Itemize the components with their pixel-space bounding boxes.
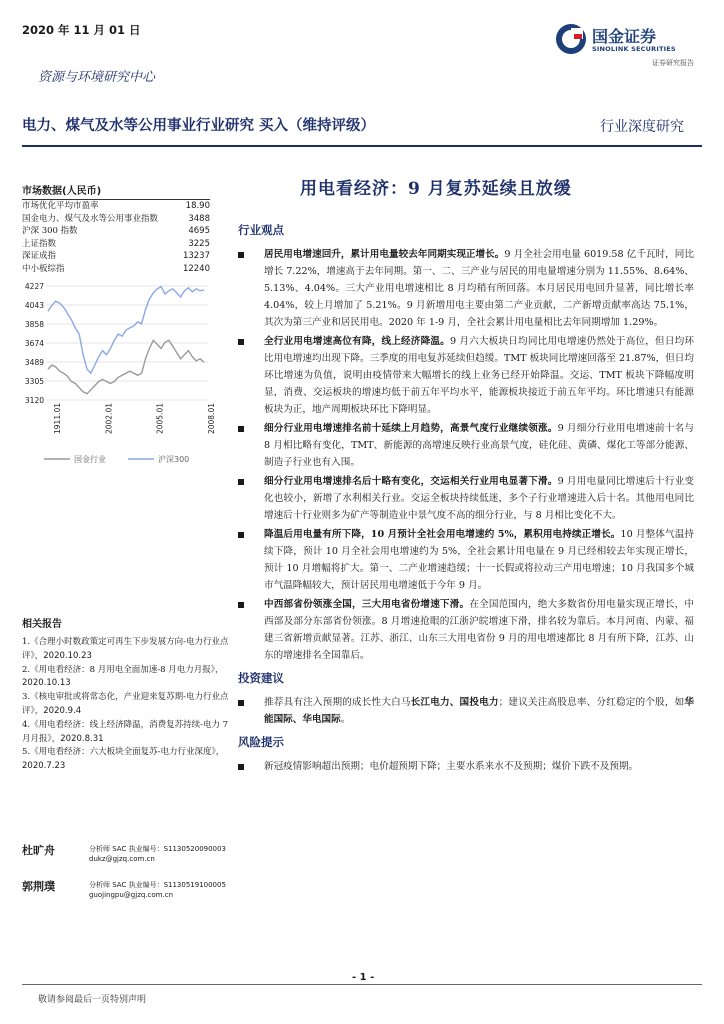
related-report-item[interactable]: 4.《用电看经济：线上经济降温，消费复苏持续-电力 7 月月报》，2020.8.31 (22, 719, 229, 744)
report-headline: 电力、煤气及水等公用事业行业研究 买入（维持评级） (22, 118, 376, 134)
report-date: 2020 年 11 月 01 日 (22, 23, 141, 37)
header-divider (22, 145, 702, 147)
related-report-item[interactable]: 2.《用电看经济：8 月用电全面加速-8 月电力月报》，2020.10.13 (22, 664, 224, 689)
analysts (22, 842, 242, 914)
analyst-email[interactable]: guojingpu@gjzq.com.cn (89, 891, 174, 899)
bullet-square-icon (238, 700, 244, 706)
x-tick-label: 2005.01 (155, 402, 165, 434)
logo-icon (554, 22, 588, 56)
section-title-viewpoint: 行业观点 (238, 223, 284, 237)
viewpoint-bullet: 居民用电增速回升，累计用电量较去年同期实现正增长。9 月全社会用电量 6019.58 亿千瓦时，同比增长 7.22%，增速高于去年同期。第一、二、三产业与居民的用电量增速分别为 11.55%、8.64%、5.13%、4.04%。三大产业用电增速相比 8 月均稍有所回落。本月居民用电回升显著，同比增长率 4.04%，较上月增加了 5.21%。9 月新增用电主要由第二产业贡献，二产新增贡献率高达 75.1%，其次为第三产业和居民用电。2020 年 1-9 月，全社会累计用电量相比去年同期增加 1.29%。 (238, 246, 694, 331)
market-row: 市场优化平均市盈率 18.90 (22, 201, 210, 211)
y-tick-label: 3858 (24, 319, 44, 329)
y-tick-label: 3489 (24, 357, 44, 367)
analyst-license: 分析师 SAC 执业编号：S1130519100005 (89, 881, 226, 889)
viewpoint-bullet: 细分行业用电增速排名后十略有变化，交运相关行业用电显著下滑。9 月用电量同比增速后十行业变化也较小，新增了水利相关行业。交运全板块持续低迷，多个子行业增速进入后十名。其他用电同比增速后十行业则多为矿产等制造业中景气度不高的细分行业，与 8 月相比变化不大。 (238, 473, 694, 524)
analyst-license: 分析师 SAC 执业编号：S1130520090003 (89, 845, 226, 853)
logo-subtitle: 证券研究报告 (652, 59, 694, 67)
related-report-item[interactable]: 1.《合理小时数政策定可再生下步发展方向-电力行业点评》，2020.10.23 (22, 637, 229, 661)
footer-divider (22, 984, 702, 985)
viewpoint-bullet: 降温后用电量有所下降，10 月预计全社会用电增速约 5%，累积用电持续正增长。10 月整体气温持续下降，预计 10 月全社会用电增速约为 5%，全社会累计用电量在 9 月已经相较去年实现正增长，预计 10 月增幅将扩大。第一、二产业增速趋缓；十一长假或将拉动三产用电增速；10 月我国多个城市气温降幅较大，预计居民用电增速低于今年 9 月。 (238, 526, 694, 594)
viewpoint-bullet: 全行业用电增速高位有降，线上经济降温。9 月六大板块日均同比用电增速仍然处于高位，但日均环比用电增速均出现下降。三季度的用电复苏延续但趋缓。TMT 板块同比增速回落至 21.87%，但日均环比增速为负值，说明由疫情带来大幅增长的线上业务已经开始降温。交运、TMT 板块下降幅度明显，消费、交运板块的增速均低于前五年平均水平，能源板块接近于前五年平均。环比增速只有能源板块为正，地产周期板块环比下降明显。 (238, 333, 694, 418)
section-title-risk: 风险提示 (238, 735, 284, 749)
section-title-investment: 投资建议 (238, 671, 284, 685)
x-tick-label: 1911.01 (53, 402, 62, 434)
y-tick-label: 3305 (24, 376, 44, 386)
report-title: 用电看经济：9 月复苏延续且放缓 (300, 179, 572, 199)
logo-text-en: SINOLINK SECURITIES (592, 45, 676, 53)
x-tick-label: 2002.01 (104, 402, 114, 434)
viewpoint-bullet: 细分行业用电增速排名前十延续上月趋势，高景气度行业继续领涨。9 月细分行业用电增速前十名与 8 月相比略有变化，TMT、新能源的高增速反映行业高景气度，硅化硅、黄磷、煤化工等部分能源、制造子行业也有入围。 (238, 420, 694, 471)
bullet-square-icon (238, 339, 244, 345)
series-line (48, 286, 204, 373)
y-tick-label: 3674 (24, 338, 44, 348)
series-line (48, 340, 204, 394)
research-center: 资源与环境研究中心 (38, 70, 156, 85)
related-report-item[interactable]: 3.《核电审批或将常态化，产业迎来复苏期-电力行业点评》，2020.9.4 (22, 692, 229, 716)
page-number: - 1 - (352, 972, 375, 983)
related-reports (22, 615, 232, 774)
x-tick-label: 2008.01 (207, 402, 217, 434)
analyst-name: 杜旷舟 (22, 844, 55, 857)
legend-label: 国金行业 (74, 454, 106, 464)
related-report-item[interactable]: 5.《用电看经济：六大板块全面复苏-电力行业深度》，2020.7.23 (22, 747, 225, 772)
bullet-square-icon (238, 764, 244, 770)
company-logo (554, 22, 694, 58)
risk-bullet: 新冠疫情影响超出预期；电价超预期下降；主要水系来水不及预期；煤价下跌不及预期。 (238, 758, 694, 775)
main-content (238, 222, 694, 777)
legend-label: 沪深300 (158, 454, 190, 464)
report-type: 行业深度研究 (600, 119, 684, 135)
market-row: 国金电力、煤气及水等公用事业指数 3488 (22, 213, 210, 224)
chart-svg (22, 281, 217, 474)
market-row: 中小板综指 12240 (22, 263, 210, 274)
index-line-chart (22, 281, 217, 474)
market-data-title: 市场数据(人民币) (22, 182, 210, 200)
bullet-square-icon (238, 426, 244, 432)
sidebar (22, 182, 217, 474)
related-reports-title: 相关报告 (22, 619, 62, 630)
analyst-email[interactable]: dukz@gjzq.com.cn (89, 855, 155, 863)
viewpoint-bullet: 中西部省份领涨全国，三大用电省份增速下滑。在全国范围内，绝大多数省份用电量实现正增长，中西部及部分东部省份领涨。8 月增速抢眼的江浙沪皖增速下滑，排名较为靠后。本月河南、内蒙、福建三省新增贡献显著。江苏、浙江、山东三大用电省份 9 月的用电增速都比 8 月有所下降，江苏、山东的增速排名全国靠后。 (238, 596, 694, 664)
bullet-square-icon (238, 532, 244, 538)
analyst-card (22, 842, 242, 878)
market-row: 深证成指 13237 (22, 251, 210, 262)
disclaimer-note: 敬请参阅最后一页特别声明 (38, 995, 147, 1005)
y-tick-label: 4043 (24, 300, 44, 310)
investment-bullet: 推荐具有注入预期的成长性大白马长江电力、国投电力；建议关注高股息率、分红稳定的个股，如华能国际、华电国际。 (238, 694, 694, 728)
bullet-square-icon (238, 479, 244, 485)
bullet-square-icon (238, 602, 244, 608)
market-row: 上证指数 3225 (22, 238, 210, 249)
analyst-name: 郭荆璞 (22, 880, 55, 893)
logo-text-cn: 国金证券 (592, 27, 657, 46)
market-data-table (22, 200, 210, 276)
market-row: 沪深 300 指数 4695 (22, 226, 210, 237)
bullet-square-icon (238, 252, 244, 258)
y-tick-label: 3120 (24, 395, 44, 405)
y-tick-label: 4227 (24, 281, 44, 291)
analyst-card (22, 878, 242, 914)
